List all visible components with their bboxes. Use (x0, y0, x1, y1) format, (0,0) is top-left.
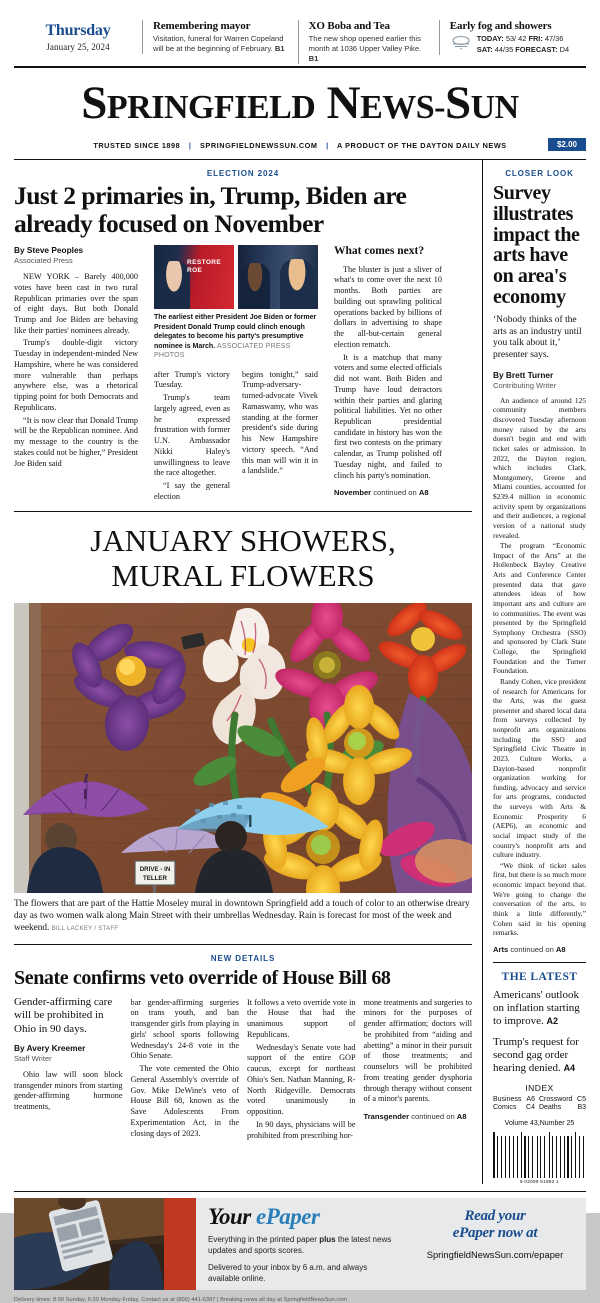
lead-photo-pair (154, 245, 318, 309)
continued-page: A8 (456, 1112, 467, 1122)
rail-headline[interactable]: Survey illustrates impact the arts have on area's economy (493, 182, 580, 308)
main-column (14, 160, 482, 1184)
senate-column-4 (364, 996, 473, 1142)
ad-body-line-1 (208, 1234, 398, 1256)
lead-byline-org: Associated Press (14, 256, 73, 266)
tagline-sep-2: | (326, 141, 329, 150)
ad-headline (208, 1205, 398, 1228)
rail-divider (493, 962, 586, 963)
svg-text:DRIVE - IN: DRIVE - IN (139, 865, 171, 873)
dateline (14, 20, 142, 52)
rail-paragraph: The program “Economic Impact of the Arts” at the Hollenbeck Bayley Creative Arts and Conference Center presented data that gave attendees ideas of how important arts and culture are to communities. The event was presented by the Springfield Symphony Orchestra (SSO) and sponsored by Clark State College, the Springfield Foundation and the Turner Foundation. (493, 541, 586, 676)
skybox-teaser-headline: Remembering mayor (153, 20, 251, 32)
ad-body-1a: Everything in the printed paper (208, 1234, 320, 1244)
index-section-name[interactable]: Crossword (538, 1095, 573, 1103)
the-latest-heading: THE LATEST (501, 970, 578, 983)
ad-headline-your: Your (208, 1203, 256, 1229)
lead-paragraph: Trump's double-digit victory Tuesday in independent-minded New Hampshire, where he was considered more vulnerable than perhaps anywhere else, was a rhetorical tipping point for both Democrats and Republicans. (14, 338, 138, 412)
rail-byline-name: By Brett Turner (493, 369, 554, 380)
footer-delivery-info: Delivery times: 8:00 Sunday, 6:30 Monday-Friday. Contact us at (800) 441-6397 | Breaking news all day at SpringfieldNewsSun.com (14, 1296, 348, 1303)
continued-page: A8 (418, 488, 429, 498)
lead-subcol-b (236, 368, 318, 503)
weather-forecast-value: D4 (559, 44, 570, 54)
index-section-page: C4 (526, 1103, 535, 1111)
mast-cap-n: N (326, 77, 361, 129)
ad-body (208, 1234, 398, 1285)
lead-column-1 (14, 245, 146, 502)
senate-column-1 (14, 996, 131, 1142)
senate-paragraph: In 90 days, physicians will be prohibited from prescribing hor- (247, 1119, 356, 1140)
senate-paragraph: The vote cemented the Ohio General Assembly's override of Gov. Mike DeWine's veto of House Bill 68, known as the Save Adolescents From Experimentation Act, in the closing days of 2023. (130, 1064, 239, 1138)
senate-kicker: NEW DETAILS (210, 953, 276, 963)
senate-headline[interactable]: Senate confirms veto override of House Bill 68 (14, 966, 391, 989)
index-table (493, 1096, 586, 1111)
rail-byline-org: Contributing Writer (493, 380, 557, 390)
tagline-sep-1: | (188, 141, 192, 150)
senate-byline-org: Staff Writer (14, 1053, 52, 1063)
skybox (14, 0, 586, 62)
ad-body-1c: the latest news updates and sports scores. (208, 1234, 392, 1255)
dateline-date: January 25, 2024 (46, 42, 110, 52)
lead-paragraph: “It is now clear that Donald Trump will be the Republican nominee. And my message to the country is the stakes could not be higher,” President Joe Biden said (14, 415, 138, 468)
index-section-name[interactable]: Business (493, 1095, 522, 1103)
weather-today-label: TODAY: (476, 34, 504, 44)
index-section-name[interactable]: Deaths (538, 1103, 562, 1111)
lead-paragraph: after Trump's victory Tuesday. (154, 369, 230, 390)
mast-sun: UN (470, 89, 519, 126)
rail-kicker: CLOSER LOOK (505, 169, 574, 178)
senate-paragraph: Ohio law will soon block transgender minors from starting gender-affirming hormone treatments, (14, 1069, 123, 1112)
skybox-teaser-page: B1 (274, 44, 285, 54)
senate-continued[interactable] (364, 1112, 473, 1121)
ad-body-plus: plus (319, 1234, 336, 1244)
index-section-page: B3 (577, 1103, 586, 1111)
senate-column-3 (247, 996, 364, 1142)
ad-cta-line-2: ePaper now at (452, 1224, 538, 1241)
masthead (14, 68, 586, 160)
mast-springfield: PRINGFIELD (106, 89, 316, 126)
lead-paragraph: begins tonight,” said Trump-adversary-turned-advocate Vivek Ramaswamy, who was standing at the former president's side during his New Hampshire victory speech. “And this man will win it in a landslide.” (242, 369, 318, 476)
senate-paragraph: Wednesday's Senate vote had support of the entire GOP caucus, except for northeast Ohio's Sen. Nathan Manning, R-North Ridgeville. Democrats voted unanimously in opposition. (247, 1042, 356, 1117)
tagline-trusted: TRUSTED SINCE 1898 (93, 141, 181, 150)
senate-paragraph: mone treatments and surgeries to minors for the purposes of gender affirmation; doctors will be prohibited from “aiding and abetting” a minor in their pursuit of those treatments; and counselors will be prohibited from treating gender dysphoria through therapy without consent of a minor's parents. (363, 997, 472, 1104)
latest-item-page: A4 (563, 1062, 576, 1073)
continued-text: continued on (409, 1112, 457, 1122)
masthead-tagline (93, 141, 506, 150)
lead-paragraph: The bluster is just a sliver of what's to come over the next 10 months. Both parties are building out sprawling political operations backed by billions of dollars in advertising to shape the all-but-certain general election rematch. (334, 264, 442, 349)
weather-sat-label: SAT: (476, 44, 493, 54)
mural-photo (14, 603, 472, 893)
ad-cta-line-1: Read your (464, 1207, 526, 1224)
newspaper-title (14, 77, 586, 129)
weather-today-value: 53/ 42 (505, 34, 527, 44)
continued-label: Transgender (363, 1112, 410, 1122)
weather-fri-value: 47/36 (544, 34, 564, 44)
skybox-teaser-mayor[interactable] (142, 20, 298, 54)
photo-biden (154, 245, 234, 309)
continued-page: A8 (555, 944, 566, 954)
latest-item-text: Trump's request for second gag order hearing denied. (493, 1035, 579, 1074)
latest-item-page: A2 (546, 1015, 558, 1026)
lead-subcol-a (154, 368, 236, 503)
tagline-product: A PRODUCT OF THE DAYTON DAILY NEWS (337, 141, 507, 150)
lead-kicker: ELECTION 2024 (206, 169, 280, 178)
right-rail (482, 160, 586, 1184)
rail-paragraph: An audience of around 125 community members discovered Tuesday afternoon money raised by the arts doesn't begin and end with ticket sales or admission. In 2022, the Dayton region, which includes Clark, Montgomery, Greene and Miami counties, accounted for $239.4 million in economic activity spent by organizations and their audiences, a regional version of a national study revealed. (493, 395, 586, 540)
weather-fri-label: FRI: (528, 34, 543, 44)
lead-paragraph: Trump's team largely agreed, even as he expressed frustration with former U.N. Ambassador Nikki Haley's unwillingness to leave the race altogether. (154, 393, 230, 478)
skybox-teaser-sub (153, 34, 288, 54)
ad-photo-tablet (14, 1198, 196, 1290)
caption-text: The earliest either President Joe Biden or former President Donald Trump could clinch enough delegates to become his party's presumptive nominee is March. (154, 314, 317, 350)
price-badge: $2.00 (548, 138, 586, 151)
caption-credit: ASSOCIATED PRESS PHOTOS (154, 342, 291, 360)
rail-paragraph: “We think of ticket sales first, but there is so much more economic impact beyond that. We're going to change the conversation of the arts, to think a little differently,” Cohen said in his opening remarks. (493, 860, 586, 938)
lead-continued[interactable] (334, 488, 442, 497)
latest-item[interactable] (493, 989, 586, 1028)
lead-paragraph: It is a matchup that many voters and some elected officials did not want. Both Biden and Trump have loud detractors within their parties and glaring political liabilities. Yet no other Republican presidential candidate in history has won the first two contests on the primary calendar, as Trump polished off Tuesday night, and failed to clinch his party's nomination. (334, 352, 442, 480)
rail-paragraph: Randy Cohen, vice president of research for Americans for the Arts, was the guest presenter and shared local data from surveys collected by nonprofit arts organizations including the SSO and Springfield Civic Theatre in 2023. Culture Works, a Dayton-based nonprofit organization working for funding, advocacy and service for arts programs, conducted the surveys with Arts & Economic Prosperity 6 (AEP6), an economic and social impact study of the country's nonprofit arts and culture industry. (493, 676, 586, 860)
photo-trump (238, 245, 318, 309)
lead-column-2 (146, 245, 326, 502)
senate-paragraph: It follows a veto override vote in the House that had the unanimous support of Republicans. (247, 997, 356, 1039)
feature-headline-line-2: MURAL FLOWERS (111, 557, 375, 593)
tagline-website[interactable]: SPRINGFIELDNEWSSUN.COM (200, 141, 318, 150)
skybox-teaser-text: The new shop opened earlier this month at 1036 Upper Valley Pike. (308, 34, 422, 54)
index-section-name[interactable]: Comics (493, 1103, 517, 1111)
mural-caption-credit: BILL LACKEY / STAFF (51, 926, 119, 933)
ad-body-line-2: Delivered to your inbox by 6 a.m. and always available online. (208, 1263, 368, 1284)
ad-url[interactable]: SpringfieldNewsSun.com/epaper (426, 1249, 564, 1261)
rail-continued[interactable] (493, 945, 586, 954)
dateline-day: Thursday (45, 22, 111, 39)
latest-item[interactable] (493, 1036, 586, 1075)
continued-text: continued on (371, 488, 419, 498)
skybox-teaser-headline: XO Boba and Tea (308, 20, 390, 32)
skybox-teaser-text: Visitation, funeral for Warren Copeland will be at the beginning of February. (153, 34, 284, 54)
lead-paragraph: “I say the general election (154, 480, 230, 501)
lead-headline[interactable]: Just 2 primaries in, Trump, Biden are already focused on November (14, 181, 407, 238)
epaper-advertisement[interactable] (14, 1191, 586, 1303)
lead-paragraph: NEW YORK – Barely 400,000 votes have been cast in two rural Republican primaries over the span of eight days. But both Donald Trump and Joe Biden are behaving like their parties' nominees already. (14, 272, 138, 335)
continued-text: continued on (508, 944, 556, 954)
index-section-page: C5 (577, 1095, 586, 1103)
lead-column-3 (326, 245, 442, 502)
rail-deck: ‘Nobody thinks of the arts as an industry until you talk about it,’ presenter says. (493, 314, 582, 361)
svg-text:TELLER: TELLER (142, 874, 168, 882)
barcode (493, 1132, 586, 1178)
skybox-teaser-page: B1 (308, 54, 319, 64)
barcode-number: 8 02099 51982 1 (520, 1178, 559, 1184)
senate-column-2 (131, 996, 248, 1142)
senate-byline-name: By Avery Kreemer (14, 1042, 86, 1053)
mast-cap-s2: S (444, 77, 471, 129)
mural-caption-text: The flowers that are part of the Hattie Moseley mural in downtown Springfield add a touch of color to an otherwise dreary day as two women walk along Main Street with their umbrellas Wednesday. Rain is forecast for most of the week and weekend. (14, 898, 470, 934)
lead-byline-name: By Steve Peoples (14, 245, 84, 256)
mast-cap-s: S (81, 77, 107, 129)
skybox-teaser-sub (309, 34, 429, 64)
what-comes-next-heading: What comes next? (334, 245, 425, 258)
weather-forecast-label: FORECAST: (515, 44, 558, 54)
skybox-teaser-boba[interactable] (298, 20, 439, 64)
weather-headline: Early fog and showers (449, 20, 552, 32)
mast-news: EWS- (360, 89, 445, 126)
index-heading: INDEX (525, 1082, 554, 1093)
senate-paragraph: bar gender-affirming surgeries on trans youth, and ban transgender girls from playing in girls' school sports following Wednesday's 24-8 vote in the Ohio Senate. (130, 997, 239, 1061)
mural-caption (14, 898, 472, 935)
ad-headline-epaper: ePaper (256, 1203, 320, 1229)
feature-headline[interactable] (14, 512, 472, 602)
senate-deck: Gender-affirming care will be prohibited in Ohio in 90 days. (14, 995, 113, 1035)
weather-sat-value: 44/35 (494, 44, 514, 54)
continued-label: November (334, 488, 372, 498)
volume-number: Volume 43,Number 25 (504, 1119, 575, 1127)
latest-item-text: Americans' outlook on inflation starting to improve. (493, 988, 580, 1027)
lead-photo-caption (154, 313, 318, 361)
skybox-weather[interactable] (439, 20, 586, 55)
weather-readings (477, 34, 569, 55)
continued-label: Arts (493, 944, 509, 954)
index-section-page: A6 (526, 1095, 535, 1103)
feature-headline-line-1: JANUARY SHOWERS, (90, 523, 396, 559)
fog-cloud-icon (450, 35, 472, 55)
